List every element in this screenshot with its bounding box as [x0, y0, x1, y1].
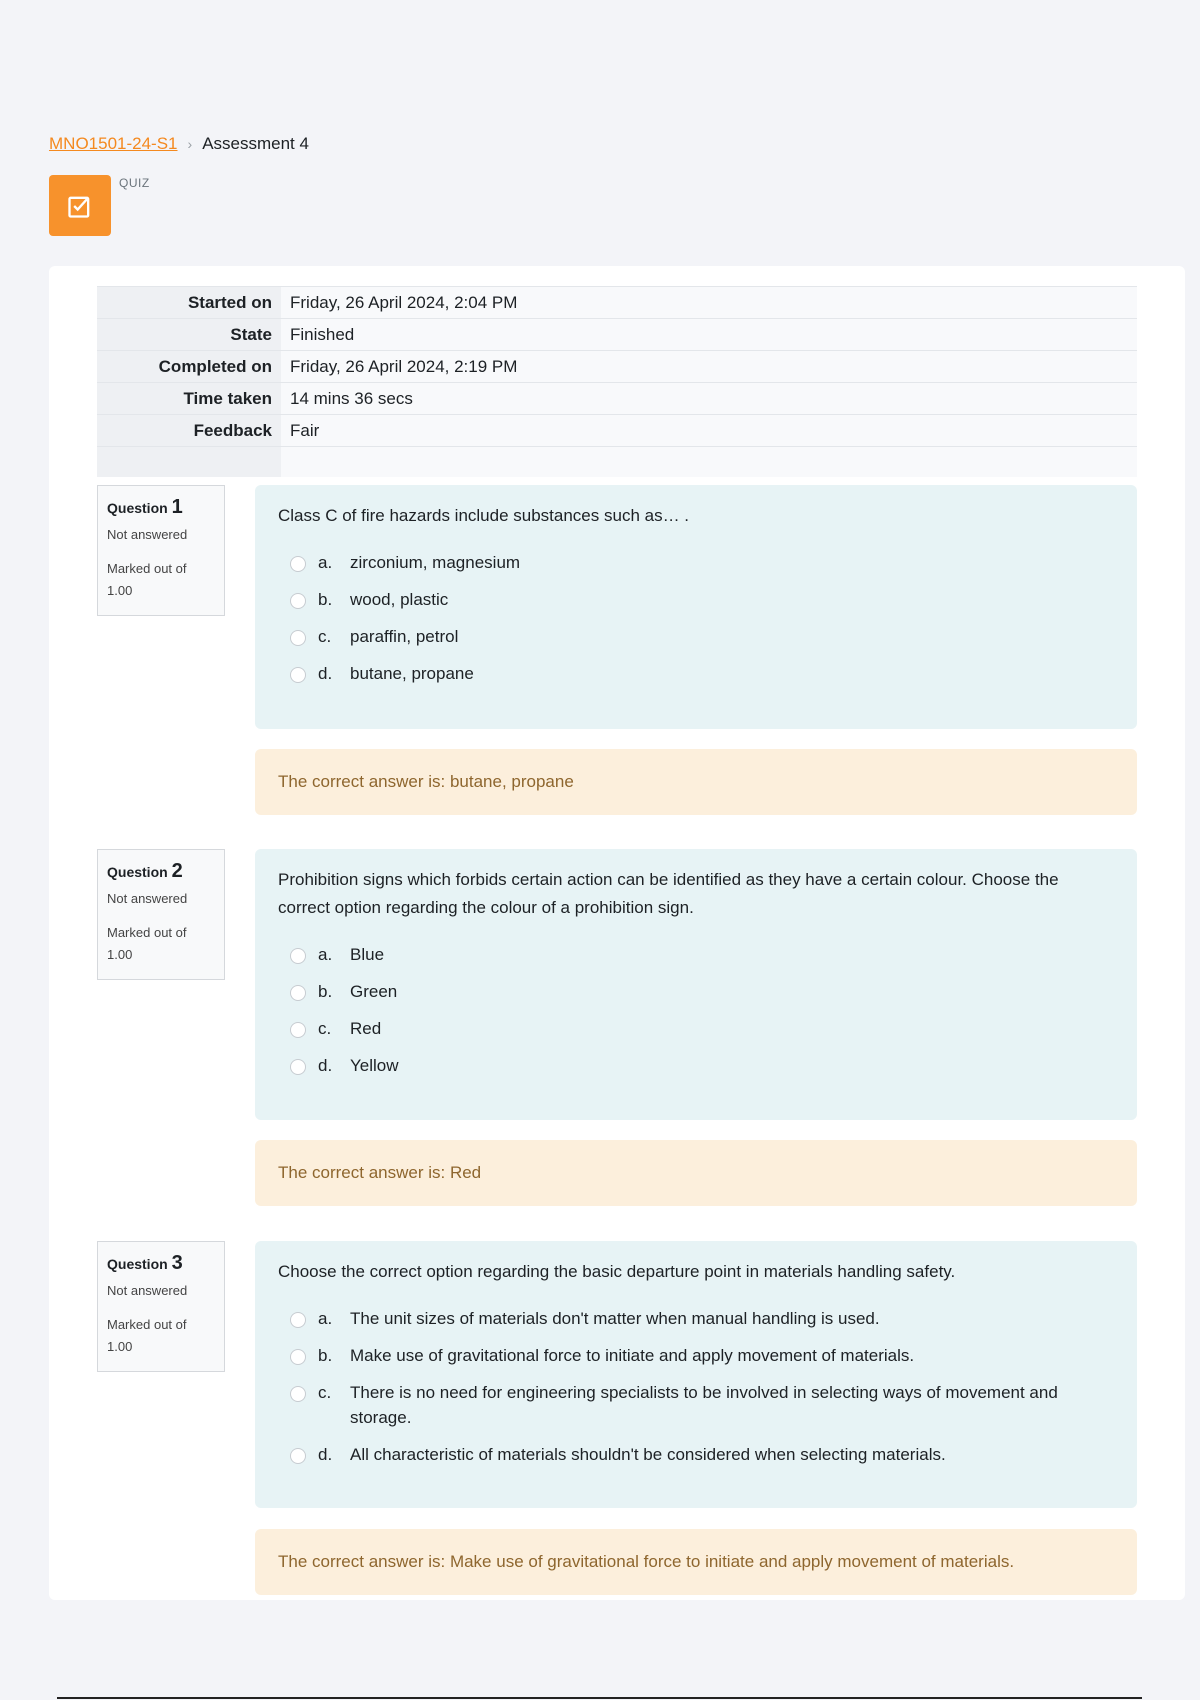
answer-letter: b. [318, 590, 333, 609]
question-mark: Marked out of 1.00 [107, 925, 187, 962]
answer-option[interactable] [278, 1380, 1114, 1430]
radio-button[interactable] [290, 948, 306, 964]
summary-label: Completed on [97, 351, 281, 383]
answer-letter: b. [318, 982, 333, 1001]
summary-label: Time taken [97, 383, 281, 415]
question-mark: Marked out of 1.00 [107, 1317, 187, 1354]
radio-button[interactable] [290, 985, 306, 1001]
answer-text: wood, plastic [350, 590, 449, 609]
question-mark: Marked out of 1.00 [107, 561, 187, 598]
answer-text: zirconium, magnesium [350, 553, 521, 572]
question-state: Not answered [107, 1283, 188, 1298]
quiz-icon [49, 175, 111, 236]
answer-option[interactable] [278, 1306, 1114, 1331]
answer-text: Yellow [350, 1056, 399, 1075]
question-text: Class C of fire hazards include substances such as… . [278, 506, 690, 525]
question-state: Not answered [107, 527, 188, 542]
radio-button[interactable] [290, 1448, 306, 1464]
answer-text: paraffin, petrol [350, 627, 459, 646]
answer-option[interactable] [278, 1016, 1114, 1041]
radio-button[interactable] [290, 1312, 306, 1328]
summary-row [97, 383, 1137, 415]
correct-answer-feedback-3: The correct answer is: Make use of gravitational force to initiate and apply movement of materials. [255, 1529, 1137, 1595]
summary-value: Friday, 26 April 2024, 2:19 PM [281, 351, 1137, 383]
answer-option[interactable] [278, 587, 1114, 612]
summary-label: Started on [97, 287, 281, 319]
answer-list [278, 550, 1114, 686]
breadcrumb [49, 134, 309, 154]
answer-option[interactable] [278, 1053, 1114, 1078]
question-state: Not answered [107, 891, 188, 906]
summary-label: Feedback [97, 415, 281, 447]
radio-button[interactable] [290, 1349, 306, 1365]
answer-option[interactable] [278, 979, 1114, 1004]
answer-text: There is no need for engineering specialists to be involved in selecting ways of movement and storage. [350, 1383, 1058, 1427]
answer-text: All characteristic of materials shouldn't be considered when selecting materials. [350, 1445, 946, 1464]
question-box-2 [255, 849, 1137, 1120]
summary-row [97, 351, 1137, 383]
question-info-3 [97, 1241, 225, 1372]
breadcrumb-current: Assessment 4 [202, 134, 309, 153]
answer-option[interactable] [278, 661, 1114, 686]
page-divider [57, 1697, 1142, 1699]
answer-letter: a. [318, 1309, 333, 1328]
question-text: Choose the correct option regarding the basic departure point in materials handling safety. [278, 1262, 956, 1281]
answer-letter: c. [318, 627, 332, 646]
question-text: Prohibition signs which forbids certain action can be identified as they have a certain colour. Choose the correct option regarding the colour of a prohibition sign. [278, 870, 1059, 917]
summary-label: State [97, 319, 281, 351]
answer-text: Green [350, 982, 398, 1001]
answer-letter: a. [318, 945, 333, 964]
summary-value: Fair [281, 415, 1137, 447]
summary-value: 14 mins 36 secs [281, 383, 1137, 415]
question-box-3 [255, 1241, 1137, 1508]
question-number: Question 3 [107, 1252, 183, 1274]
summary-value: Finished [281, 319, 1137, 351]
answer-letter: c. [318, 1383, 332, 1402]
radio-button[interactable] [290, 556, 306, 572]
answer-text: Blue [350, 945, 385, 964]
summary-filler-row [97, 447, 1137, 477]
breadcrumb-course-link[interactable]: MNO1501-24-S1 [49, 134, 178, 153]
answer-option[interactable] [278, 550, 1114, 575]
answer-text: Red [350, 1019, 382, 1038]
correct-answer-feedback-2: The correct answer is: Red [255, 1140, 1137, 1206]
quiz-type-label: QUIZ [119, 176, 150, 190]
answer-list [278, 1306, 1114, 1467]
question-info-1 [97, 485, 225, 616]
answer-letter: b. [318, 1346, 333, 1365]
quiz-review-card [49, 266, 1185, 1600]
radio-button[interactable] [290, 1386, 306, 1402]
summary-filler [97, 447, 281, 477]
answer-letter: d. [318, 664, 333, 683]
answer-letter: d. [318, 1445, 333, 1464]
answer-list [278, 942, 1114, 1078]
question-info-2 [97, 849, 225, 980]
answer-letter: c. [318, 1019, 332, 1038]
answer-option[interactable] [278, 1442, 1114, 1467]
answer-text: Make use of gravitational force to initiate and apply movement of materials. [350, 1346, 915, 1365]
answer-option[interactable] [278, 624, 1114, 649]
answer-option[interactable] [278, 942, 1114, 967]
radio-button[interactable] [290, 667, 306, 683]
radio-button[interactable] [290, 1059, 306, 1075]
answer-text: butane, propane [350, 664, 474, 683]
summary-value: Friday, 26 April 2024, 2:04 PM [281, 287, 1137, 319]
summary-row [97, 415, 1137, 447]
answer-letter: a. [318, 553, 333, 572]
radio-button[interactable] [290, 593, 306, 609]
radio-button[interactable] [290, 630, 306, 646]
radio-button[interactable] [290, 1022, 306, 1038]
answer-letter: d. [318, 1056, 333, 1075]
correct-answer-feedback-1: The correct answer is: butane, propane [255, 749, 1137, 815]
summary-filler [281, 447, 1137, 477]
question-number: Question 2 [107, 860, 183, 882]
summary-row [97, 287, 1137, 319]
answer-text: The unit sizes of materials don't matter when manual handling is used. [350, 1309, 880, 1328]
chevron-right-icon: › [187, 136, 193, 152]
summary-row [97, 319, 1137, 351]
attempt-summary-table [97, 286, 1137, 477]
question-box-1 [255, 485, 1137, 729]
question-number: Question 1 [107, 496, 183, 518]
answer-option[interactable] [278, 1343, 1114, 1368]
